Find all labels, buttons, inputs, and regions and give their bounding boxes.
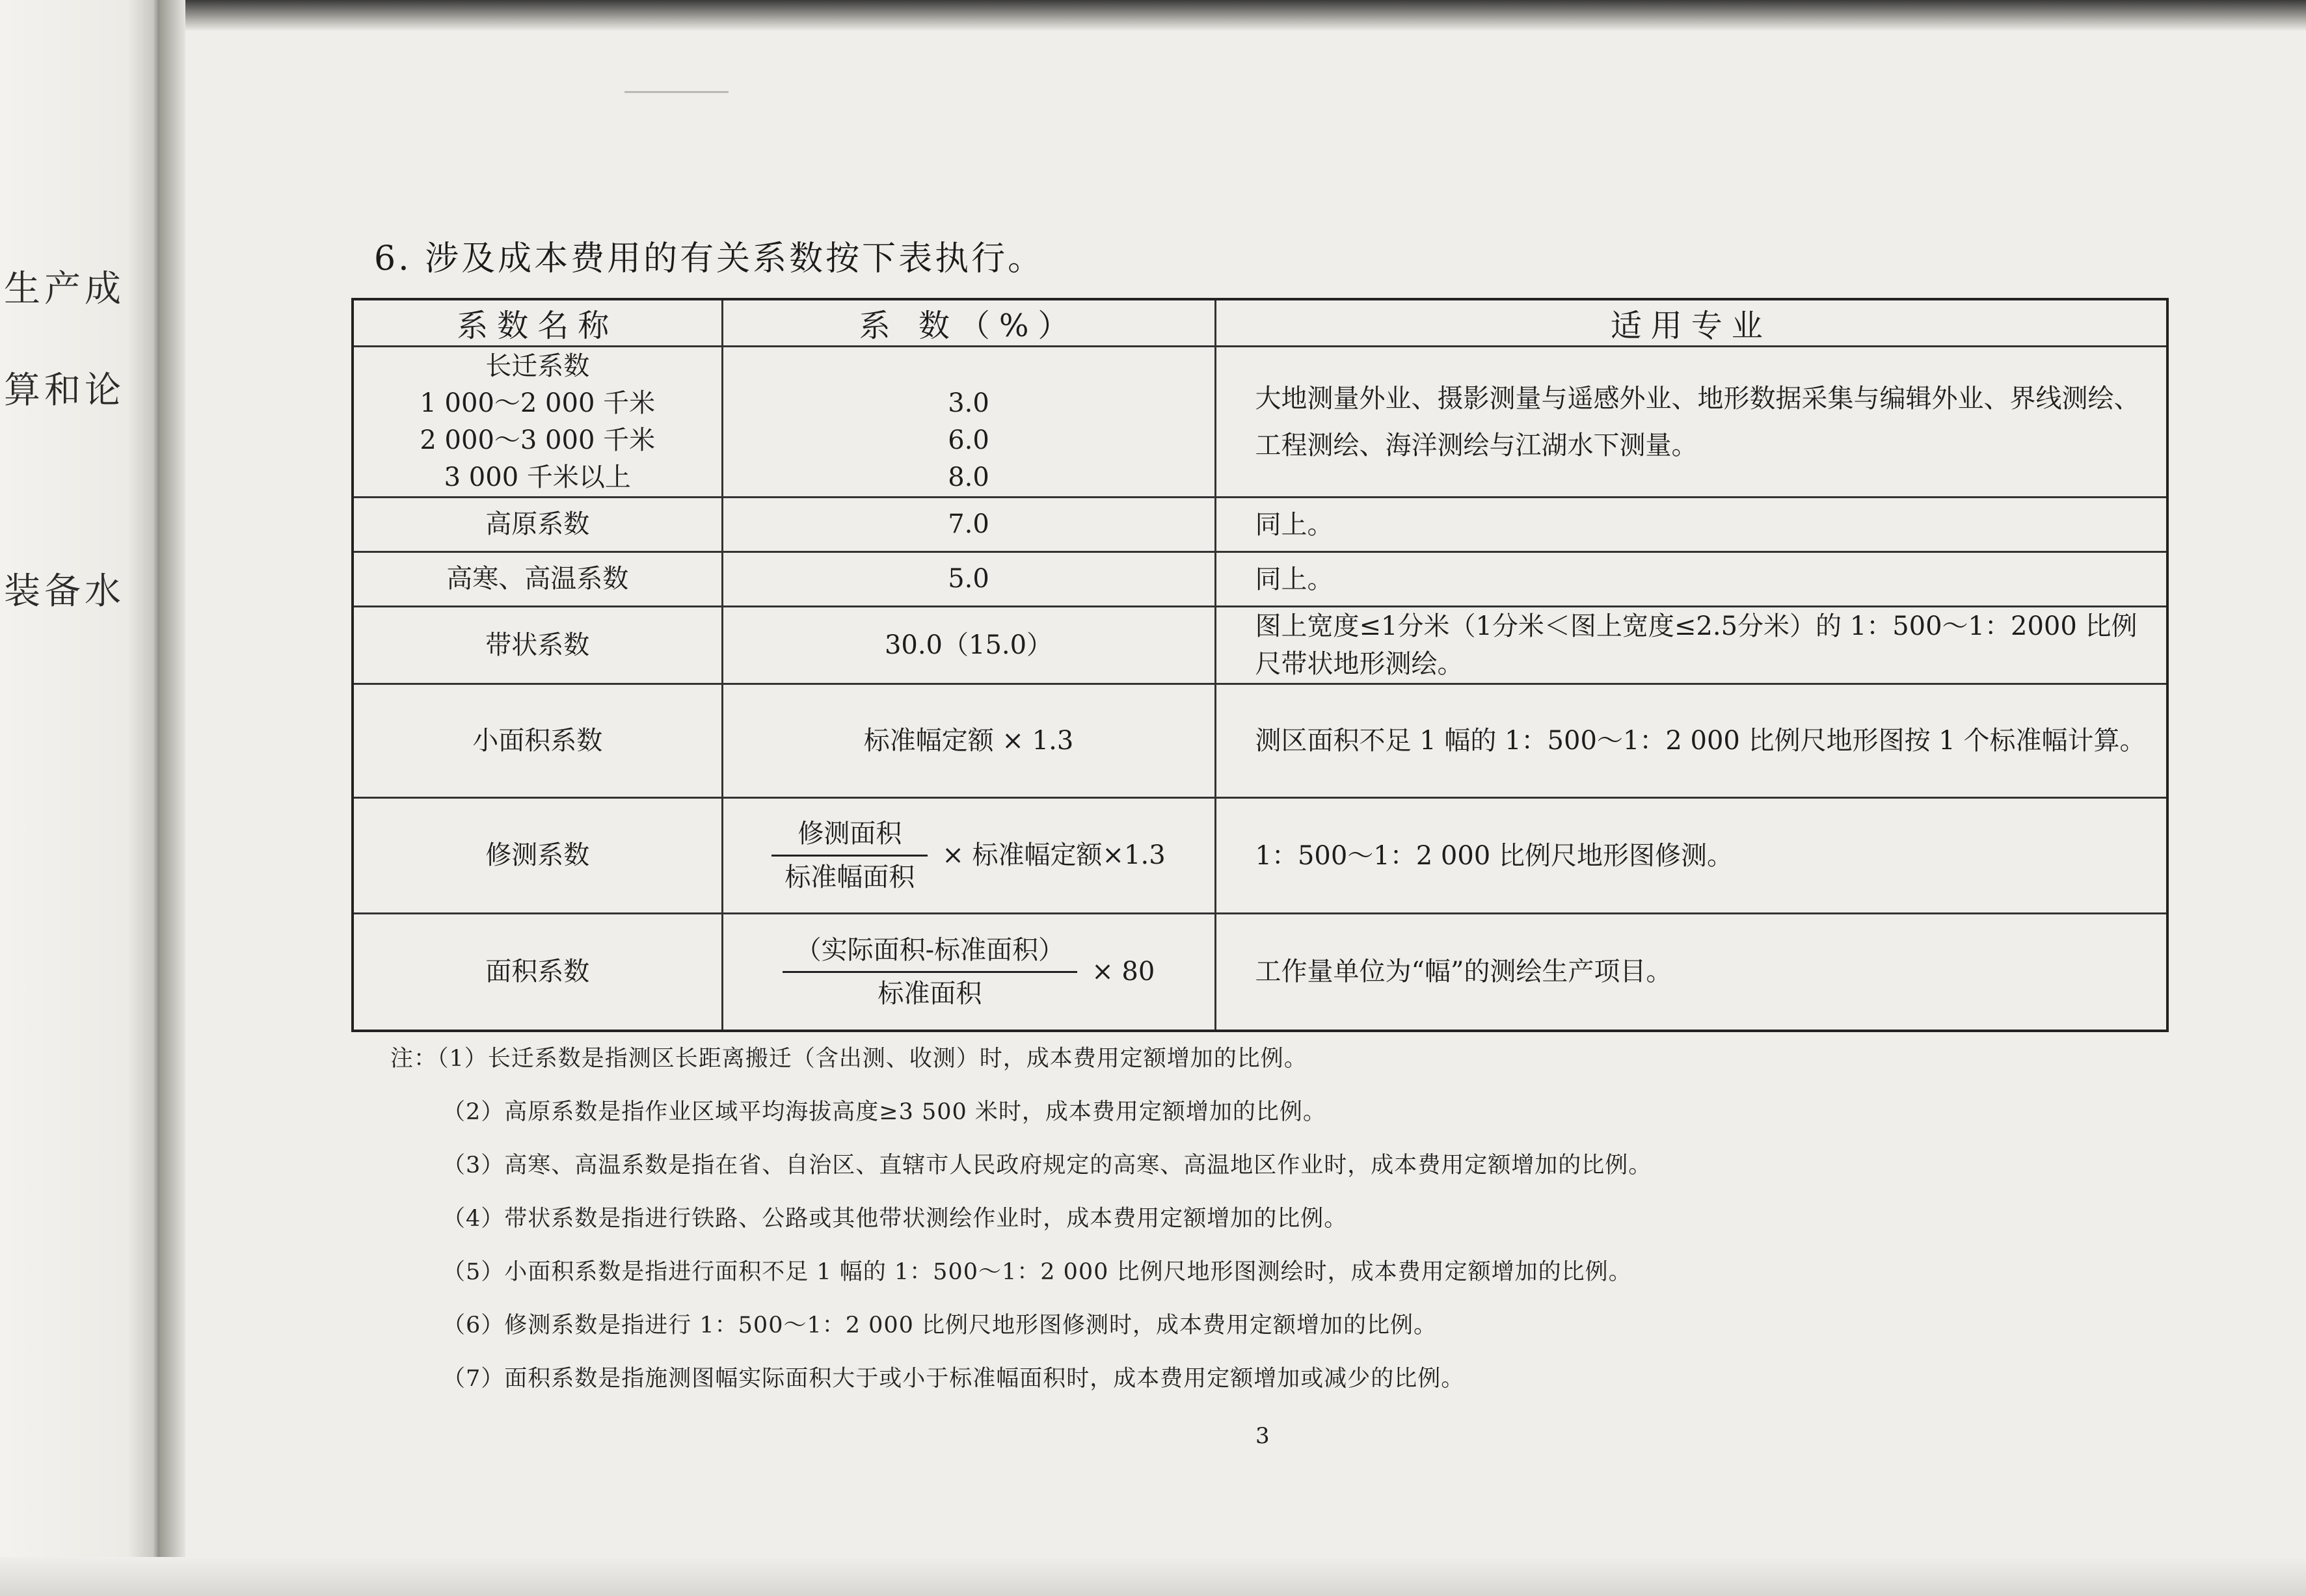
coefficient-name: 小面积系数 (353, 684, 722, 798)
coefficient-name-cell (353, 347, 722, 498)
left-page-fragment: 算和论 (4, 369, 125, 412)
applicable-specialty: 测区面积不足 1 幅的 1：500～1：2 000 比例尺地形图按 1 个标准幅计算。 (1215, 684, 2167, 798)
coefficient-name: 带状系数 (353, 607, 722, 684)
scan-top-edge (0, 0, 2306, 31)
coefficient-value: 标准幅定额 × 1.3 (722, 684, 1215, 798)
bleed-through-rule (624, 91, 729, 93)
coefficient-value-cell (722, 347, 1215, 498)
page-number: 3 (1255, 1423, 1270, 1449)
coefficient-formula (771, 813, 1165, 898)
applicable-specialty: 1：500～1：2 000 比例尺地形图修测。 (1215, 798, 2167, 914)
note-line: （5）小面积系数是指进行面积不足 1 幅的 1：500～1：2 000 比例尺地形图测绘时，成本费用定额增加的比例。 (442, 1259, 1632, 1285)
left-page-fragment: 生产成 (4, 268, 125, 310)
coefficient-name: 修测系数 (353, 798, 722, 914)
table-row (353, 798, 2167, 914)
note-line: （6）修测系数是指进行 1：500～1：2 000 比例尺地形图修测时，成本费用定额增加的比例。 (442, 1312, 1438, 1338)
applicable-specialty: 工作量单位为“幅”的测绘生产项目。 (1215, 914, 2167, 1031)
section-heading: 6. 涉及成本费用的有关系数按下表执行。 (374, 239, 1045, 278)
table-row (353, 684, 2167, 798)
coefficient-name: 高原系数 (353, 498, 722, 552)
distance-range: 2 000～3 000 千米 (420, 425, 656, 455)
applicable-specialty: 同上。 (1215, 498, 2167, 552)
fraction (771, 813, 928, 898)
coefficient-value: 3.0 (948, 388, 989, 418)
coefficient-formula (783, 929, 1155, 1015)
distance-range: 3 000 千米以上 (444, 462, 631, 492)
coefficient-table (351, 298, 2169, 1032)
formula-denominator: 标准面积 (878, 978, 982, 1009)
blank-line (723, 348, 1214, 385)
table-header-row (353, 299, 2167, 347)
fraction (783, 929, 1078, 1015)
note-line: 注：（1）长迁系数是指测区长距离搬迁（含出测、收测）时，成本费用定额增加的比例。 (390, 1046, 1307, 1072)
table-row (353, 552, 2167, 607)
coefficient-formula-cell (722, 798, 1215, 914)
book-gutter (159, 0, 185, 1596)
distance-range: 1 000～2 000 千米 (420, 388, 656, 418)
formula-numerator: （实际面积-标准面积） (795, 935, 1065, 965)
coefficient-value: 5.0 (722, 552, 1215, 607)
applicable-specialty: 同上。 (1215, 552, 2167, 607)
scan-bottom-edge (0, 1557, 2306, 1596)
coefficient-name: 长迁系数 (485, 351, 590, 381)
applicable-specialty: 图上宽度≤1分米（1分米＜图上宽度≤2.5分米）的 1：500～1：2000 比例尺带状地形测绘。 (1215, 607, 2167, 684)
left-page-fragment: 装备水 (4, 570, 125, 613)
coefficient-value: 6.0 (948, 425, 989, 455)
formula-multiplier: × 80 (1092, 956, 1155, 987)
coefficient-value: 8.0 (948, 462, 989, 492)
coefficient-name: 高寒、高温系数 (353, 552, 722, 607)
coefficient-value: 30.0（15.0） (722, 607, 1215, 684)
table-row (353, 498, 2167, 552)
formula-denominator: 标准幅面积 (784, 862, 915, 892)
header-applicable-specialty: 适用专业 (1215, 299, 2167, 347)
note-line: （4）带状系数是指进行铁路、公路或其他带状测绘作业时，成本费用定额增加的比例。 (442, 1206, 1348, 1232)
header-coefficient-name: 系数名称 (353, 299, 722, 347)
note-line: （7）面积系数是指施测图幅实际面积大于或小于标准幅面积时，成本费用定额增加或减少的比例。 (442, 1366, 1465, 1392)
note-line: （3）高寒、高温系数是指在省、自治区、直辖市人民政府规定的高寒、高温地区作业时，成本费用定额增加的比例。 (442, 1152, 1652, 1178)
formula-multiplier: × 标准幅定额×1.3 (942, 840, 1166, 870)
note-line: （2）高原系数是指作业区域平均海拔高度≥3 500 米时，成本费用定额增加的比例。 (442, 1099, 1326, 1125)
coefficient-name: 面积系数 (353, 914, 722, 1031)
coefficient-formula-cell (722, 914, 1215, 1031)
formula-numerator: 修测面积 (798, 819, 902, 849)
table-row (353, 607, 2167, 684)
table-row (353, 914, 2167, 1031)
applicable-specialty: 大地测量外业、摄影测量与遥感外业、地形数据采集与编辑外业、界线测绘、工程测绘、海洋测绘与江湖水下测量。 (1215, 347, 2167, 498)
table-row (353, 347, 2167, 498)
coefficient-value: 7.0 (722, 498, 1215, 552)
header-coefficient-value: 系 数（%） (722, 299, 1215, 347)
left-page (0, 0, 159, 1596)
